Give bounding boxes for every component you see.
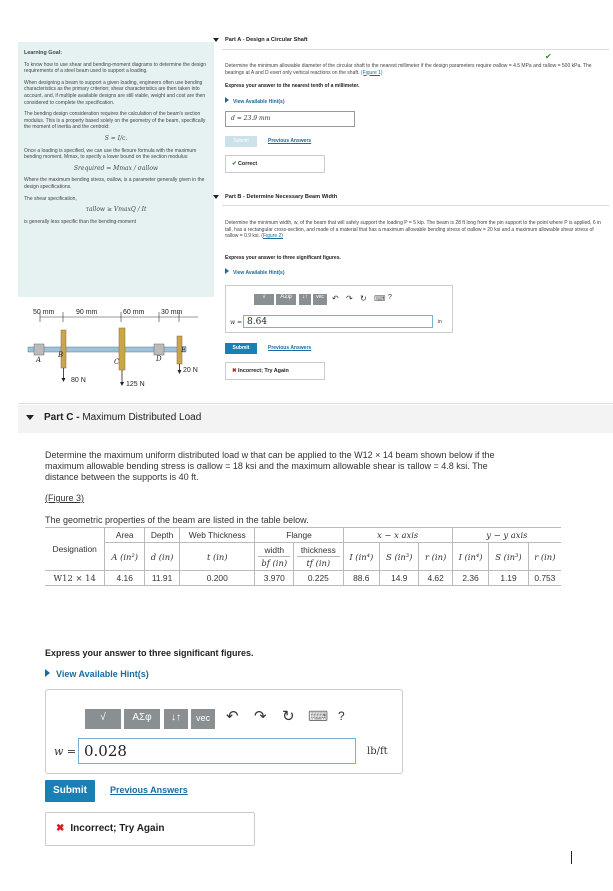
header-depth: Depth — [145, 528, 180, 543]
vec-button[interactable]: vec — [313, 294, 327, 305]
part-a-status: Correct — [238, 161, 258, 167]
expand-icon — [225, 97, 229, 103]
part-c-answer-input[interactable]: 0.028 — [78, 738, 356, 764]
part-b-status: Incorrect; Try Again — [238, 368, 289, 374]
table-intro: The geometric properties of the beam are listed in the table below. — [45, 515, 309, 525]
table-cell: 0.225 — [294, 571, 343, 586]
part-c-unit: lb/ft — [367, 746, 388, 757]
load-label: 20 N — [183, 367, 198, 374]
unit-ix: I (in⁴) — [343, 543, 380, 571]
dim-label: 90 mm — [76, 309, 98, 316]
redo-icon[interactable]: ↷ — [346, 294, 353, 303]
part-b-header[interactable] — [213, 194, 337, 200]
expand-icon — [45, 669, 50, 677]
figure-2-link[interactable]: Figure 2) — [262, 233, 283, 239]
equation-required-modulus: Srequired = Mmax / σallow — [73, 164, 159, 172]
part-a-title: Part A - Design a Circular Shaft — [225, 37, 308, 43]
part-b-previous-answers[interactable]: Previous Answers — [268, 345, 312, 351]
arrows-button[interactable]: ↓↑ — [299, 294, 311, 305]
table-cell: 88.6 — [343, 571, 380, 586]
table-cell: 11.91 — [145, 571, 180, 586]
x-icon: ✖ — [232, 368, 237, 374]
learning-goal-p5: Where the maximum bending stress, σallow, is a parameter generally given in the design specifications. — [24, 177, 205, 190]
collapse-icon — [213, 195, 219, 199]
table-cell: 3.970 — [255, 571, 294, 586]
table-cell: 2.36 — [452, 571, 489, 586]
learning-goal-p6: The shear specification, — [24, 195, 77, 202]
part-b-feedback — [225, 362, 325, 380]
load-label: 125 N — [126, 381, 145, 388]
part-c-status: Incorrect; Try Again — [70, 823, 165, 834]
checkmark-icon: ✔ — [545, 52, 552, 61]
part-c-text-2: maximum allowable bending stress is σallow = 18 ksi and the maximum allowable shear is τallow = 4.8 ksi. The — [45, 461, 488, 471]
template-button[interactable]: √ — [254, 294, 274, 305]
table-cell: W12 × 14 — [45, 571, 105, 586]
template-button[interactable]: √ — [85, 709, 121, 729]
part-a-previous-answers[interactable]: Previous Answers — [268, 138, 312, 144]
bearing-d — [154, 344, 164, 355]
point-label: B — [58, 351, 64, 359]
header-area: Area — [105, 528, 145, 543]
part-b-instruction: Express your answer to three significant figures. — [225, 255, 341, 261]
equation-section-modulus: S = I/c. — [104, 134, 128, 142]
unit-depth: d (in) — [145, 543, 180, 571]
unit-rx: r (in) — [419, 543, 452, 571]
x-icon: ✖ — [56, 823, 65, 834]
part-b-text: Determine the minimum width, w, of the beam that will safely support the loading P = 5 kip. The beam is 28 ft long from the pin support to the point where P is applied, 6 in tall, has a rectangular cross-section, and made of a material that has a maximum allowable bending stress of σallow = 20 ksi and a maximum allowable shear stress of τallow = 0.9 ksi. ( — [225, 220, 601, 239]
learning-goal-p4: Once a loading is specified, we can use the flexure formula with the maximum bending moment, Mmax, to specify a lower bound on the section modulus: — [24, 147, 197, 161]
figure-3-link[interactable]: (Figure 3) — [45, 493, 85, 503]
learning-goal-p1: To know how to use shear and bending-moment diagrams to determine the design requirements of a steel beam used to support a loading. — [24, 61, 207, 75]
expand-icon — [225, 268, 229, 274]
part-c-text-3: distance between the supports is 40 ft. — [45, 472, 199, 482]
reset-icon[interactable]: ↻ — [282, 708, 295, 725]
part-c-title: Maximum Distributed Load — [82, 412, 202, 423]
part-b-unit: in — [438, 319, 442, 325]
part-b-var: w = — [230, 319, 243, 326]
undo-icon[interactable]: ↶ — [332, 294, 339, 303]
part-a-instruction: Express your answer to the nearest tenth of a millimeter. — [225, 83, 360, 89]
part-c-previous-answers[interactable]: Previous Answers — [110, 785, 188, 795]
greek-button[interactable]: ΑΣφ — [276, 294, 296, 305]
check-icon: ✔ — [232, 161, 237, 167]
part-b-answer-input[interactable]: 8.64 — [243, 315, 433, 328]
table-cell: 14.9 — [380, 571, 419, 586]
equation-shear: τallow ≥ VmaxQ / It — [85, 206, 147, 214]
text-cursor — [571, 851, 572, 864]
header-designation: Designation — [45, 528, 105, 571]
greek-button[interactable]: ΑΣφ — [124, 709, 160, 729]
unit-width: bf (in) — [258, 556, 290, 569]
part-b-submit-button[interactable]: Submit — [225, 343, 257, 354]
shaft-figure — [18, 300, 214, 392]
dim-label: 30 mm — [161, 309, 183, 316]
learning-goal-title: Learning Goal: — [24, 50, 63, 56]
part-b-title: Part B - Determine Necessary Beam Width — [225, 194, 338, 200]
point-label: A — [36, 356, 42, 364]
part-c-submit-button[interactable]: Submit — [45, 780, 95, 802]
part-b-hints[interactable]: View Available Hint(s) — [225, 268, 285, 277]
part-a-submit-button: Submit — [225, 136, 257, 147]
unit-sx: S (in³) — [380, 543, 419, 571]
unit-sy: S (in³) — [489, 543, 528, 571]
figure-1-link[interactable]: (Figure 1) — [360, 69, 383, 76]
collapse-icon — [26, 415, 34, 420]
header-width: width — [264, 545, 285, 555]
table-cell: 4.16 — [105, 571, 145, 586]
header-yy-axis: y − y axis — [452, 528, 561, 543]
keyboard-icon[interactable]: ⌨ — [308, 708, 329, 724]
part-c-hints[interactable]: View Available Hint(s) — [45, 669, 149, 679]
learning-goal-panel — [18, 42, 214, 297]
unit-iy: I (in⁴) — [452, 543, 489, 571]
part-c-text-1: Determine the maximum uniform distributed load w that can be applied to the W12 × 14 beam shown below if the — [45, 450, 495, 460]
bearing-a — [34, 344, 44, 355]
reset-icon[interactable]: ↻ — [360, 294, 367, 303]
arrows-button[interactable]: ↓↑ — [164, 709, 188, 729]
header-xx-axis: x − x axis — [343, 528, 452, 543]
dim-label: 60 mm — [123, 309, 145, 316]
part-c-answer-panel — [45, 689, 403, 774]
table-cell: 1.19 — [489, 571, 528, 586]
learning-goal-p7: is generally less specific than the bending-moment — [24, 218, 137, 225]
help-icon[interactable]: ? — [388, 294, 392, 301]
part-a-text: Determine the minimum allowable diameter of the circular shaft to the nearest millimeter if the design parameters require σallow = 4.5 MPa and τallow = 500 kPa. The bearings at A and D exert only vertical reactions on the shaft. — [225, 63, 592, 76]
header-thickness: thickness — [300, 545, 336, 555]
table-row — [45, 571, 561, 586]
unit-area: A (in²) — [105, 543, 145, 571]
dim-label: 50 mm — [33, 309, 55, 316]
unit-ry: r (in) — [528, 543, 561, 571]
part-c-header[interactable] — [18, 405, 613, 433]
part-a-feedback — [225, 155, 325, 173]
point-label: D — [156, 355, 162, 363]
table-cell: 0.200 — [180, 571, 255, 586]
load-label: 80 N — [71, 377, 86, 384]
unit-web: t (in) — [180, 543, 255, 571]
help-icon[interactable]: ? — [338, 709, 345, 723]
part-a-header[interactable] — [213, 37, 308, 43]
part-c-prefix: Part C - — [44, 412, 80, 423]
undo-icon[interactable]: ↶ — [226, 708, 239, 725]
point-label: E — [181, 346, 187, 354]
redo-icon[interactable]: ↷ — [254, 708, 267, 725]
flange-thickness-cell — [294, 543, 343, 571]
part-c-feedback — [45, 812, 255, 846]
header-flange: Flange — [255, 528, 343, 543]
table-cell: 4.62 — [419, 571, 452, 586]
vec-button[interactable]: vec — [191, 709, 215, 729]
table-cell: 0.753 — [528, 571, 561, 586]
properties-table — [45, 527, 561, 586]
flange-width-cell — [255, 543, 294, 571]
part-c-var: w = — [54, 745, 77, 758]
pulley-c — [119, 328, 125, 370]
part-b-answer-panel — [225, 285, 453, 333]
learning-goal-p2: When designing a beam to support a given loading, engineers often use bending characteristics as the primary criterion; shear characteristics are then taken into account, and, if multiple available designs are still viable, weight and cost are then considered to complete the specification. — [24, 79, 206, 106]
unit-thickness: tf (in) — [297, 556, 339, 569]
part-a-answer: d = 23.9 mm — [231, 115, 271, 122]
pulley-b — [61, 330, 66, 368]
learning-goal-p3: The bending design consideration requires the calculation of the beam's section modulus. This is a property based solely on the geometry of the beam, specifically the moment of inertia and the centroid: — [24, 111, 206, 131]
part-a-answer-box — [225, 111, 355, 127]
point-label: C — [114, 358, 120, 366]
keyboard-icon[interactable]: ⌨ — [374, 294, 386, 303]
header-web: Web Thickness — [180, 528, 255, 543]
part-a-hints[interactable]: View Available Hint(s) — [225, 97, 285, 106]
collapse-icon — [213, 38, 219, 42]
part-c-instruction: Express your answer to three significant figures. — [45, 648, 254, 658]
